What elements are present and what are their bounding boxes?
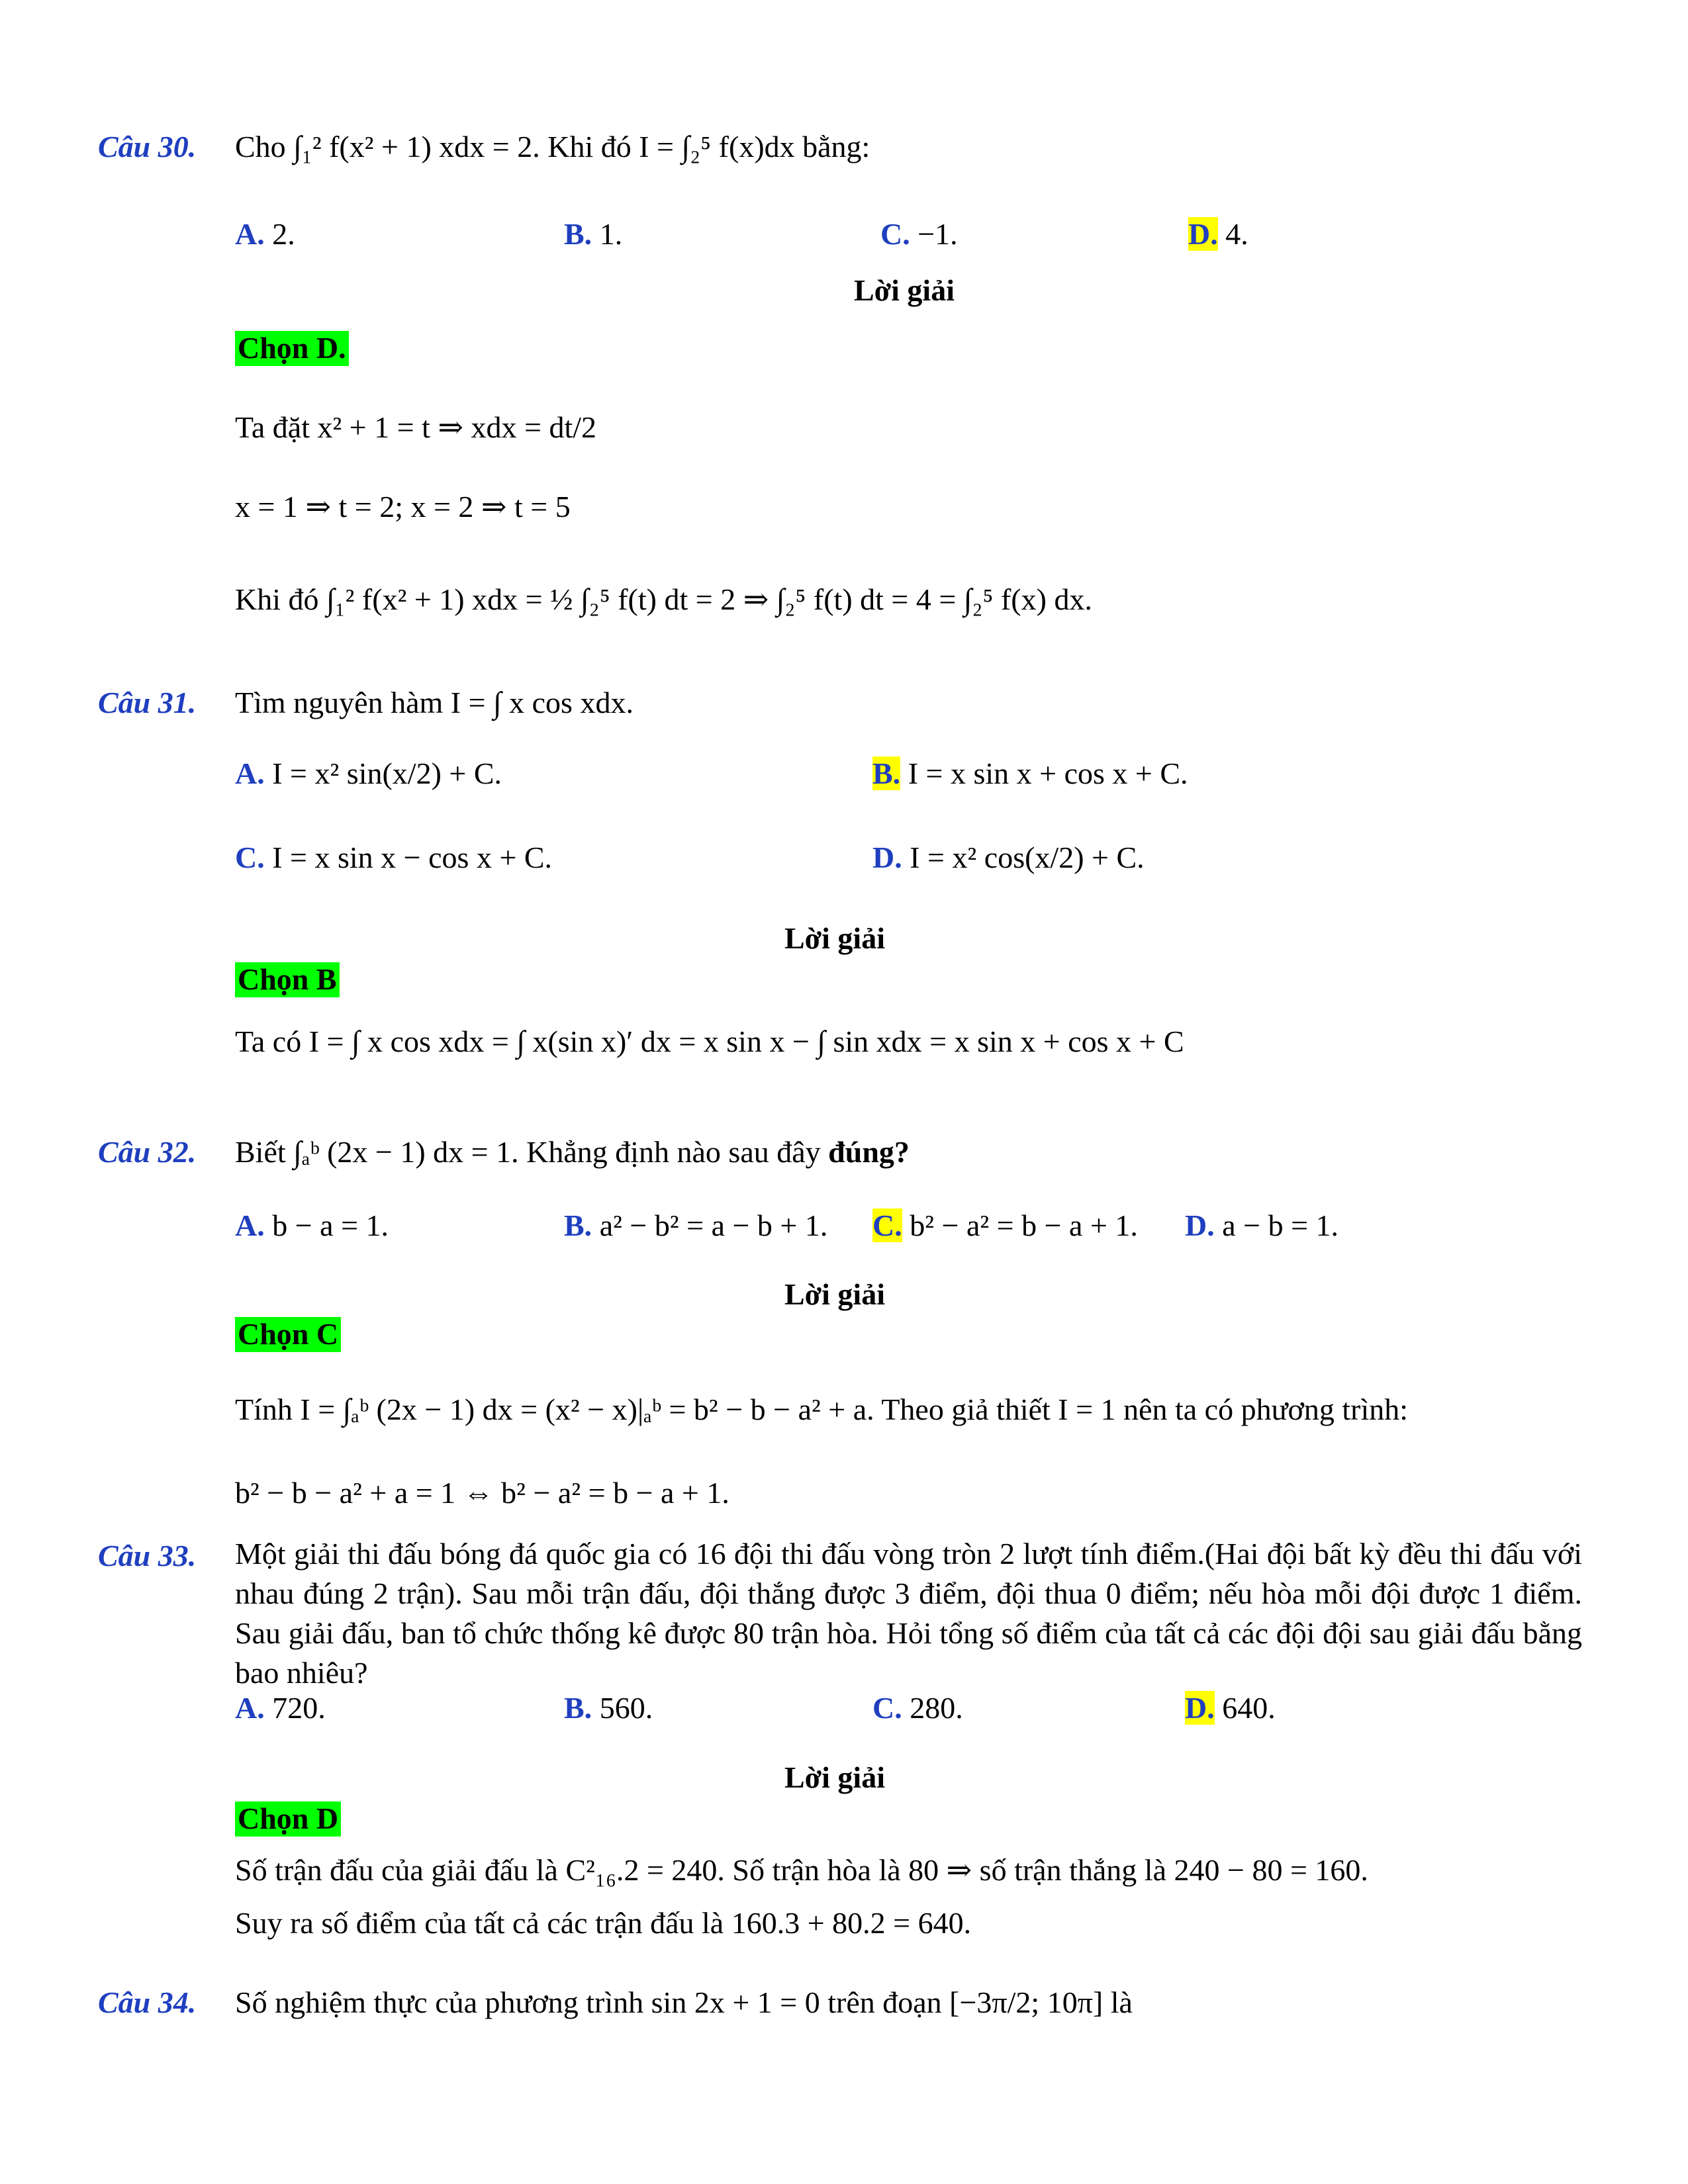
q31-answer: Chọn B [235,962,340,997]
q30-answer: Chọn D. [235,331,349,366]
option-label: D. [872,841,902,874]
option-text: b² − a² = b − a + 1. [910,1208,1138,1242]
q31-solution-title: Lời giải [784,921,885,955]
q31-step-1: Ta có I = ∫ x cos xdx = ∫ x(sin x)′ dx = x sin x − ∫ sin xdx = x sin x + cos x + C [235,1024,1184,1058]
option-text: 560. [599,1691,653,1725]
q33-option-a[interactable] [235,1691,326,1726]
option-text: I = x² cos(x/2) + C. [910,841,1145,874]
option-label: C. [872,1691,902,1725]
option-text: a − b = 1. [1222,1208,1339,1242]
option-label: C. [235,841,265,874]
q31-option-d[interactable] [872,841,1145,876]
q34-label: Câu 34. [98,1985,197,2019]
option-label: A. [235,1691,265,1725]
q30-step-2: x = 1 ⇒ t = 2; x = 2 ⇒ t = 5 [235,490,571,523]
q30-option-d[interactable] [1188,217,1248,252]
option-label: B. [872,756,901,790]
option-label: C. [872,1208,902,1242]
option-label: D. [1185,1691,1215,1725]
q30-option-b[interactable] [564,217,622,252]
option-label: D. [1185,1208,1215,1242]
q30-label: Câu 30. [98,130,197,163]
option-text: I = x sin x + cos x + C. [908,756,1188,790]
q33-answer: Chọn D [235,1801,341,1837]
q34-stem: Số nghiệm thực của phương trình sin 2x + 1 = 0 trên đoạn [−3π/2; 10π] là [235,1985,1133,2019]
q32-option-d[interactable] [1185,1208,1338,1244]
q33-option-c[interactable] [872,1691,963,1726]
q30-solution-title: Lời giải [854,273,955,307]
option-text: −1. [917,217,958,251]
q30-step-3: Khi đó ∫₁² f(x² + 1) xdx = ½ ∫₂⁵ f(t) dt = 2 ⇒ ∫₂⁵ f(t) dt = 4 = ∫₂⁵ f(x) dx. [235,582,1092,616]
option-text: 4. [1225,217,1248,251]
option-label: A. [235,756,265,790]
option-text: 720. [272,1691,326,1725]
q31-label: Câu 31. [98,686,197,719]
q32-option-b[interactable] [564,1208,827,1244]
option-label: A. [235,1208,265,1242]
q33-option-d[interactable] [1185,1691,1276,1726]
q33-stem: Một giải thi đấu bóng đá quốc gia có 16 đội thi đấu vòng tròn 2 lượt tính điểm.(Hai đội bất kỳ đều thi đấu với nhau đúng 2 trận). Sau mỗi trận đấu, đội thắng được 3 điểm, đội thua 0 điểm; nếu hòa mỗi đội được 1 điểm. Sau giải đấu, ban tổ chức thống kê được 80 trận hòa. Hỏi tổng số điểm của tất cả các đội đội sau giải đấu bằng bao nhiêu? [235,1537,1582,1690]
q32-step-1: Tính I = ∫ₐᵇ (2x − 1) dx = (x² − x)|ₐᵇ = b² − b − a² + a. Theo giả thiết I = 1 nên ta có phương trình: [235,1392,1409,1426]
q32-label: Câu 32. [98,1135,197,1169]
q33-option-b[interactable] [564,1691,653,1726]
q31-option-b[interactable] [872,756,1188,792]
option-label: B. [564,1691,592,1725]
q32-option-a[interactable] [235,1208,389,1244]
option-text: a² − b² = a − b + 1. [599,1208,828,1242]
q33-step-2: Suy ra số điểm của tất cả các trận đấu là 160.3 + 80.2 = 640. [235,1906,972,1940]
option-text: 640. [1222,1691,1276,1725]
option-label: D. [1188,217,1218,251]
option-text: 1. [599,217,623,251]
q33-label: Câu 33. [98,1539,197,1572]
q31-option-a[interactable] [235,756,502,792]
q30-stem: Cho ∫₁² f(x² + 1) xdx = 2. Khi đó I = ∫₂⁵ f(x)dx bằng: [235,130,870,163]
q32-option-c[interactable] [872,1208,1138,1244]
option-label: C. [880,217,910,251]
option-label: B. [564,1208,592,1242]
q31-option-c[interactable] [235,841,552,876]
q32-stem [235,1135,910,1170]
q33-solution-title: Lời giải [784,1760,885,1794]
option-text: 280. [910,1691,963,1725]
option-text: I = x sin x − cos x + C. [272,841,553,874]
option-text: I = x² sin(x/2) + C. [272,756,502,790]
q30-option-a[interactable] [235,217,295,252]
q30-option-c[interactable] [880,217,958,252]
option-text: b − a = 1. [272,1208,389,1242]
q32-solution-title: Lời giải [784,1277,885,1311]
q30-step-1: Ta đặt x² + 1 = t ⇒ xdx = dt/2 [235,410,597,444]
option-text: 2. [272,217,295,251]
q33-step-1: Số trận đấu của giải đấu là C²₁₆.2 = 240. Số trận hòa là 80 ⇒ số trận thắng là 240 − 80 = 160. [235,1853,1368,1887]
q32-step-2: b² − b − a² + a = 1 ⇔ b² − a² = b − a + 1. [235,1476,729,1510]
q32-stem-text: Biết ∫ₐᵇ (2x − 1) dx = 1. Khẳng định nào sau đây [235,1135,821,1169]
option-label: B. [564,217,592,251]
option-label: A. [235,217,265,251]
q32-stem-emphasis: đúng? [828,1135,910,1169]
q32-answer: Chọn C [235,1317,341,1352]
q31-stem: Tìm nguyên hàm I = ∫ x cos xdx. [235,686,633,719]
